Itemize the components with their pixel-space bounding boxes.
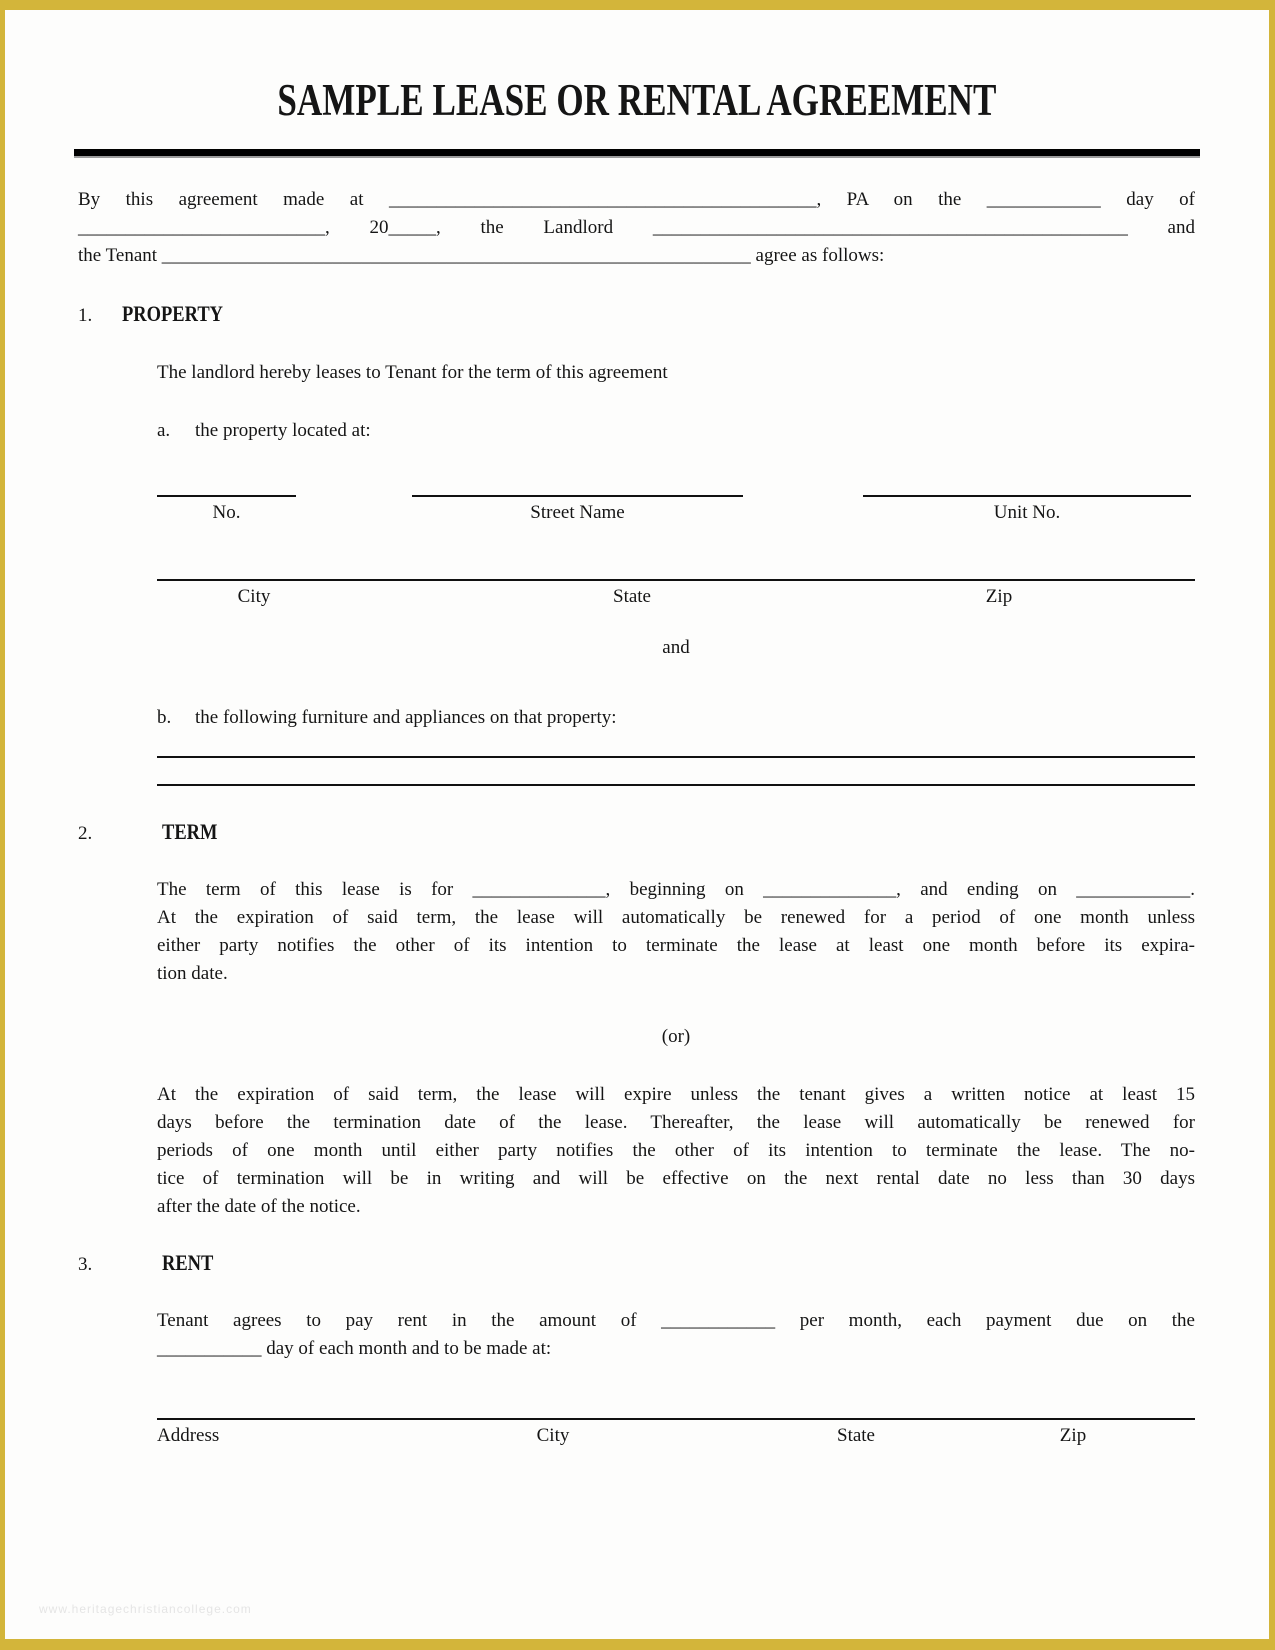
- term-paragraph-2: [157, 1081, 1195, 1221]
- field-unit-no: [863, 495, 1191, 524]
- rent-state-label: State: [837, 1425, 875, 1446]
- intro-line: By this agreement made at _____________________________________________, PA on the ____________ day of: [78, 189, 1195, 210]
- property-item-a: [157, 417, 1195, 445]
- item-a-text: the property located at:: [195, 420, 371, 441]
- intro-line: the Tenant ______________________________________________________________ agree as follows:: [78, 245, 885, 266]
- section-property-title: PROPERTY: [121, 301, 223, 326]
- section-property-heading: [78, 301, 1195, 329]
- term-p1-line: At the expiration of said term, the lease will automatically be renewed for a period of one month unless: [157, 907, 1195, 928]
- property-item-b: [157, 704, 1195, 732]
- field-unit-no-label: Unit No.: [993, 502, 1061, 523]
- section-property-number: 1.: [78, 305, 93, 326]
- intro-paragraph: [78, 186, 1195, 270]
- term-p1-line: The term of this lease is for ______________, beginning on ______________, and ending on ____________.: [157, 879, 1195, 900]
- title-divider-rule: [74, 149, 1200, 158]
- field-city-state-zip: [157, 579, 1195, 623]
- document-title: [78, 76, 1195, 124]
- section-rent-title: RENT: [161, 1250, 214, 1275]
- field-state-label: State: [613, 586, 651, 607]
- field-street-name-label: Street Name: [530, 502, 625, 523]
- furniture-blank-line-2: [157, 784, 1195, 786]
- field-no: [157, 495, 296, 524]
- section-rent-number: 3.: [78, 1254, 93, 1275]
- intro-line: __________________________, 20_____, the Landlord __________________________________________________ and: [78, 217, 1195, 238]
- term-paragraph-1: [157, 876, 1195, 988]
- watermark-text: www.heritagechristiancollege.com: [39, 1602, 252, 1616]
- document-title-text: SAMPLE LEASE OR RENTAL AGREEMENT: [276, 75, 997, 125]
- item-b-marker: b.: [157, 707, 172, 728]
- section-term-number: 2.: [78, 823, 93, 844]
- rent-zip-label: Zip: [1059, 1425, 1087, 1446]
- field-no-label: No.: [212, 502, 241, 523]
- field-city-label: City: [237, 586, 271, 607]
- term-p2-line: after the date of the notice.: [157, 1196, 361, 1217]
- term-p2-line: tice of termination will be in writing and will be effective on the next rental date no less than 30 days: [157, 1168, 1195, 1189]
- rent-line: Tenant agrees to pay rent in the amount of ____________ per month, each payment due on the: [157, 1310, 1195, 1331]
- rent-address-label: Address: [157, 1425, 220, 1446]
- term-p1-line: tion date.: [157, 963, 228, 984]
- section-term-title: TERM: [161, 819, 218, 844]
- rent-city-label: City: [536, 1425, 570, 1446]
- page-content: [39, 0, 1195, 1650]
- term-p2-line: periods of one month until either party notifies the other of its intention to terminate the lease. The no-: [157, 1140, 1195, 1161]
- conjunction-and: and: [662, 637, 690, 658]
- section-rent-heading: [78, 1250, 1195, 1278]
- field-rent-address: [157, 1418, 1195, 1462]
- item-b-text: the following furniture and appliances on that property:: [195, 707, 617, 728]
- field-zip-label: Zip: [985, 586, 1013, 607]
- item-a-marker: a.: [157, 420, 171, 441]
- or-separator: (or): [661, 1026, 691, 1047]
- term-p1-line: either party notifies the other of its intention to terminate the lease at least one month before its expira-: [157, 935, 1195, 956]
- term-p2-line: At the expiration of said term, the lease will expire unless the tenant gives a written notice at least 15: [157, 1084, 1195, 1105]
- term-p2-line: days before the termination date of the lease. Thereafter, the lease will automatically be renewed for: [157, 1112, 1195, 1133]
- property-lead-text: The landlord hereby leases to Tenant for the term of this agreement: [157, 362, 668, 383]
- rent-line: ___________ day of each month and to be made at:: [157, 1338, 552, 1359]
- field-street-name: [412, 495, 743, 524]
- rent-paragraph: [157, 1307, 1195, 1363]
- furniture-blank-line-1: [157, 756, 1195, 758]
- section-term-heading: [78, 819, 1195, 847]
